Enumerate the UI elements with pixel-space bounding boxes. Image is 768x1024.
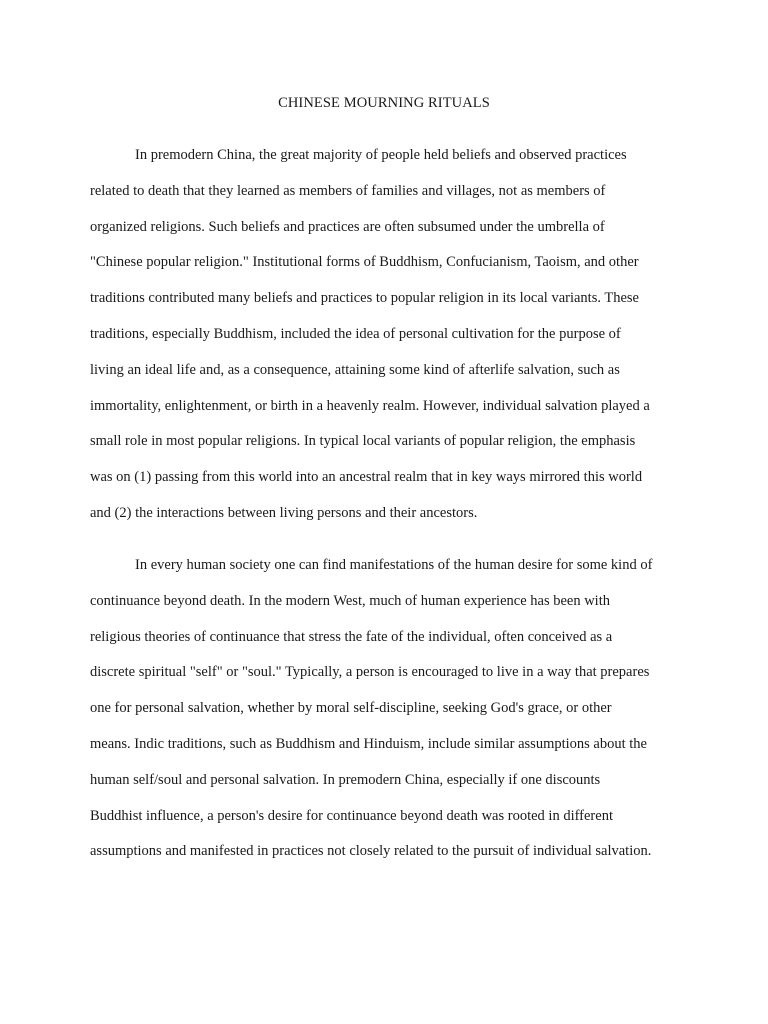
paragraph-line: In premodern China, the great majority of people held beliefs and observed practices: [135, 147, 627, 163]
document-title: CHINESE MOURNING RITUALS: [278, 95, 490, 111]
paragraph-line: Buddhist influence, a person's desire for continuance beyond death was rooted in different: [90, 807, 613, 824]
paragraph-line: assumptions and manifested in practices not closely related to the pursuit of individual salvation.: [90, 843, 652, 860]
paragraph-1: [90, 138, 690, 532]
paragraph-line: religious theories of continuance that stress the fate of the individual, often conceived as a: [90, 628, 613, 645]
paragraph-line: and (2) the interactions between living persons and their ancestors.: [90, 504, 478, 521]
paragraph-line: In every human society one can find manifestations of the human desire for some kind of: [135, 557, 653, 573]
paragraph-line: continuance beyond death. In the modern West, much of human experience has been with: [90, 592, 610, 609]
paragraph-line: traditions, especially Buddhism, included the idea of personal cultivation for the purpose of: [90, 325, 621, 342]
paragraph-line: organized religions. Such beliefs and practices are often subsumed under the umbrella of: [90, 218, 605, 235]
paragraph-line: means. Indic traditions, such as Buddhism and Hinduism, include similar assumptions about the: [90, 735, 647, 752]
paragraph-2: [90, 548, 690, 870]
paragraph-line: discrete spiritual "self" or "soul." Typically, a person is encouraged to live in a way that prepares: [90, 664, 650, 681]
paragraph-line: human self/soul and personal salvation. In premodern China, especially if one discounts: [90, 771, 601, 788]
paragraph-line: related to death that they learned as members of families and villages, not as members of: [90, 182, 606, 199]
paragraph-line: was on (1) passing from this world into an ancestral realm that in key ways mirrored this world: [90, 469, 643, 486]
paragraph-line: one for personal salvation, whether by moral self-discipline, seeking God's grace, or other: [90, 700, 612, 717]
paragraph-line: immortality, enlightenment, or birth in a heavenly realm. However, individual salvation played a: [90, 397, 650, 414]
paragraph-line: living an ideal life and, as a consequence, attaining some kind of afterlife salvation, such as: [90, 361, 620, 378]
paragraph-line: "Chinese popular religion." Institutional forms of Buddhism, Confucianism, Taoism, and other: [90, 254, 639, 271]
paragraph-line: traditions contributed many beliefs and practices to popular religion in its local variants. These: [90, 290, 639, 307]
paragraph-line: small role in most popular religions. In typical local variants of popular religion, the emphasis: [90, 433, 636, 450]
